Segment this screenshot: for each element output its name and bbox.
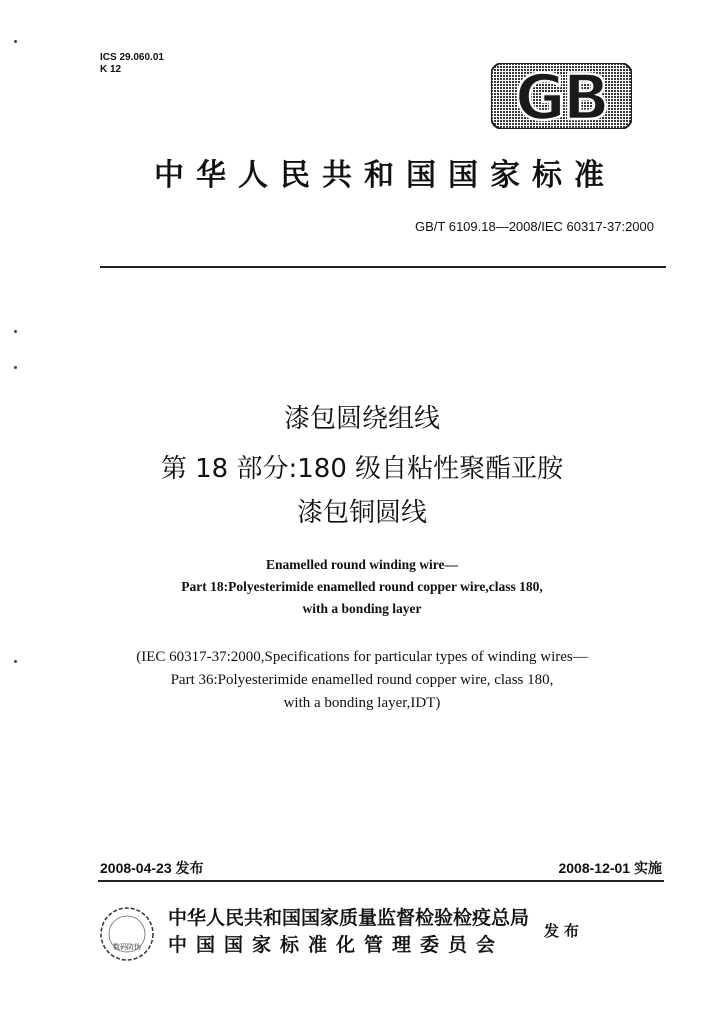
scan-speck	[14, 330, 17, 333]
implement-date: 2008-12-01 实施	[558, 860, 662, 876]
classification-codes	[100, 52, 164, 76]
standard-number: GB/T 6109.18—2008/IEC 60317-37:2000	[415, 219, 654, 234]
title-zh-line3: 漆包铜圆线	[296, 498, 427, 528]
title-zh-line2: 第 18 部分:180 级自粘性聚酯亚胺	[160, 454, 564, 484]
issuer-line2: 中国国家标准化管理委员会	[168, 934, 505, 956]
scan-speck	[14, 366, 17, 369]
footer-divider	[98, 880, 664, 882]
title-en-line3: with a bonding layer	[302, 601, 422, 616]
title-en-line2: Part 18:Polyesterimide enamelled round copper wire,class 180,	[181, 579, 543, 594]
national-standard-title: 中华人民共和国国家标准	[154, 158, 616, 193]
ccs-code: K 12	[100, 64, 122, 75]
seal-text: 数码防伪	[113, 943, 141, 951]
scan-speck	[14, 40, 17, 43]
iec-reference-line2: Part 36:Polyesterimide enamelled round copper wire, class 180,	[170, 672, 554, 688]
title-zh-line1: 漆包圆绕组线	[283, 404, 440, 434]
publish-date: 2008-04-23 发布	[100, 860, 204, 876]
iec-reference-line3: with a bonding layer,IDT)	[283, 695, 441, 711]
title-en-line1: Enamelled round winding wire—	[266, 557, 458, 572]
gb-logo-text: GB	[514, 63, 608, 129]
issuer-line1: 中华人民共和国国家质量监督检验检疫总局	[168, 907, 530, 929]
ics-code: ICS 29.060.01	[100, 52, 164, 63]
header-divider	[100, 266, 666, 268]
anti-counterfeit-seal	[98, 905, 156, 963]
gb-logo	[491, 63, 632, 129]
scan-speck	[14, 660, 17, 663]
iec-reference-line1: (IEC 60317-37:2000,Specifications for particular types of winding wires—	[136, 649, 588, 665]
issue-label: 发布	[544, 922, 585, 940]
